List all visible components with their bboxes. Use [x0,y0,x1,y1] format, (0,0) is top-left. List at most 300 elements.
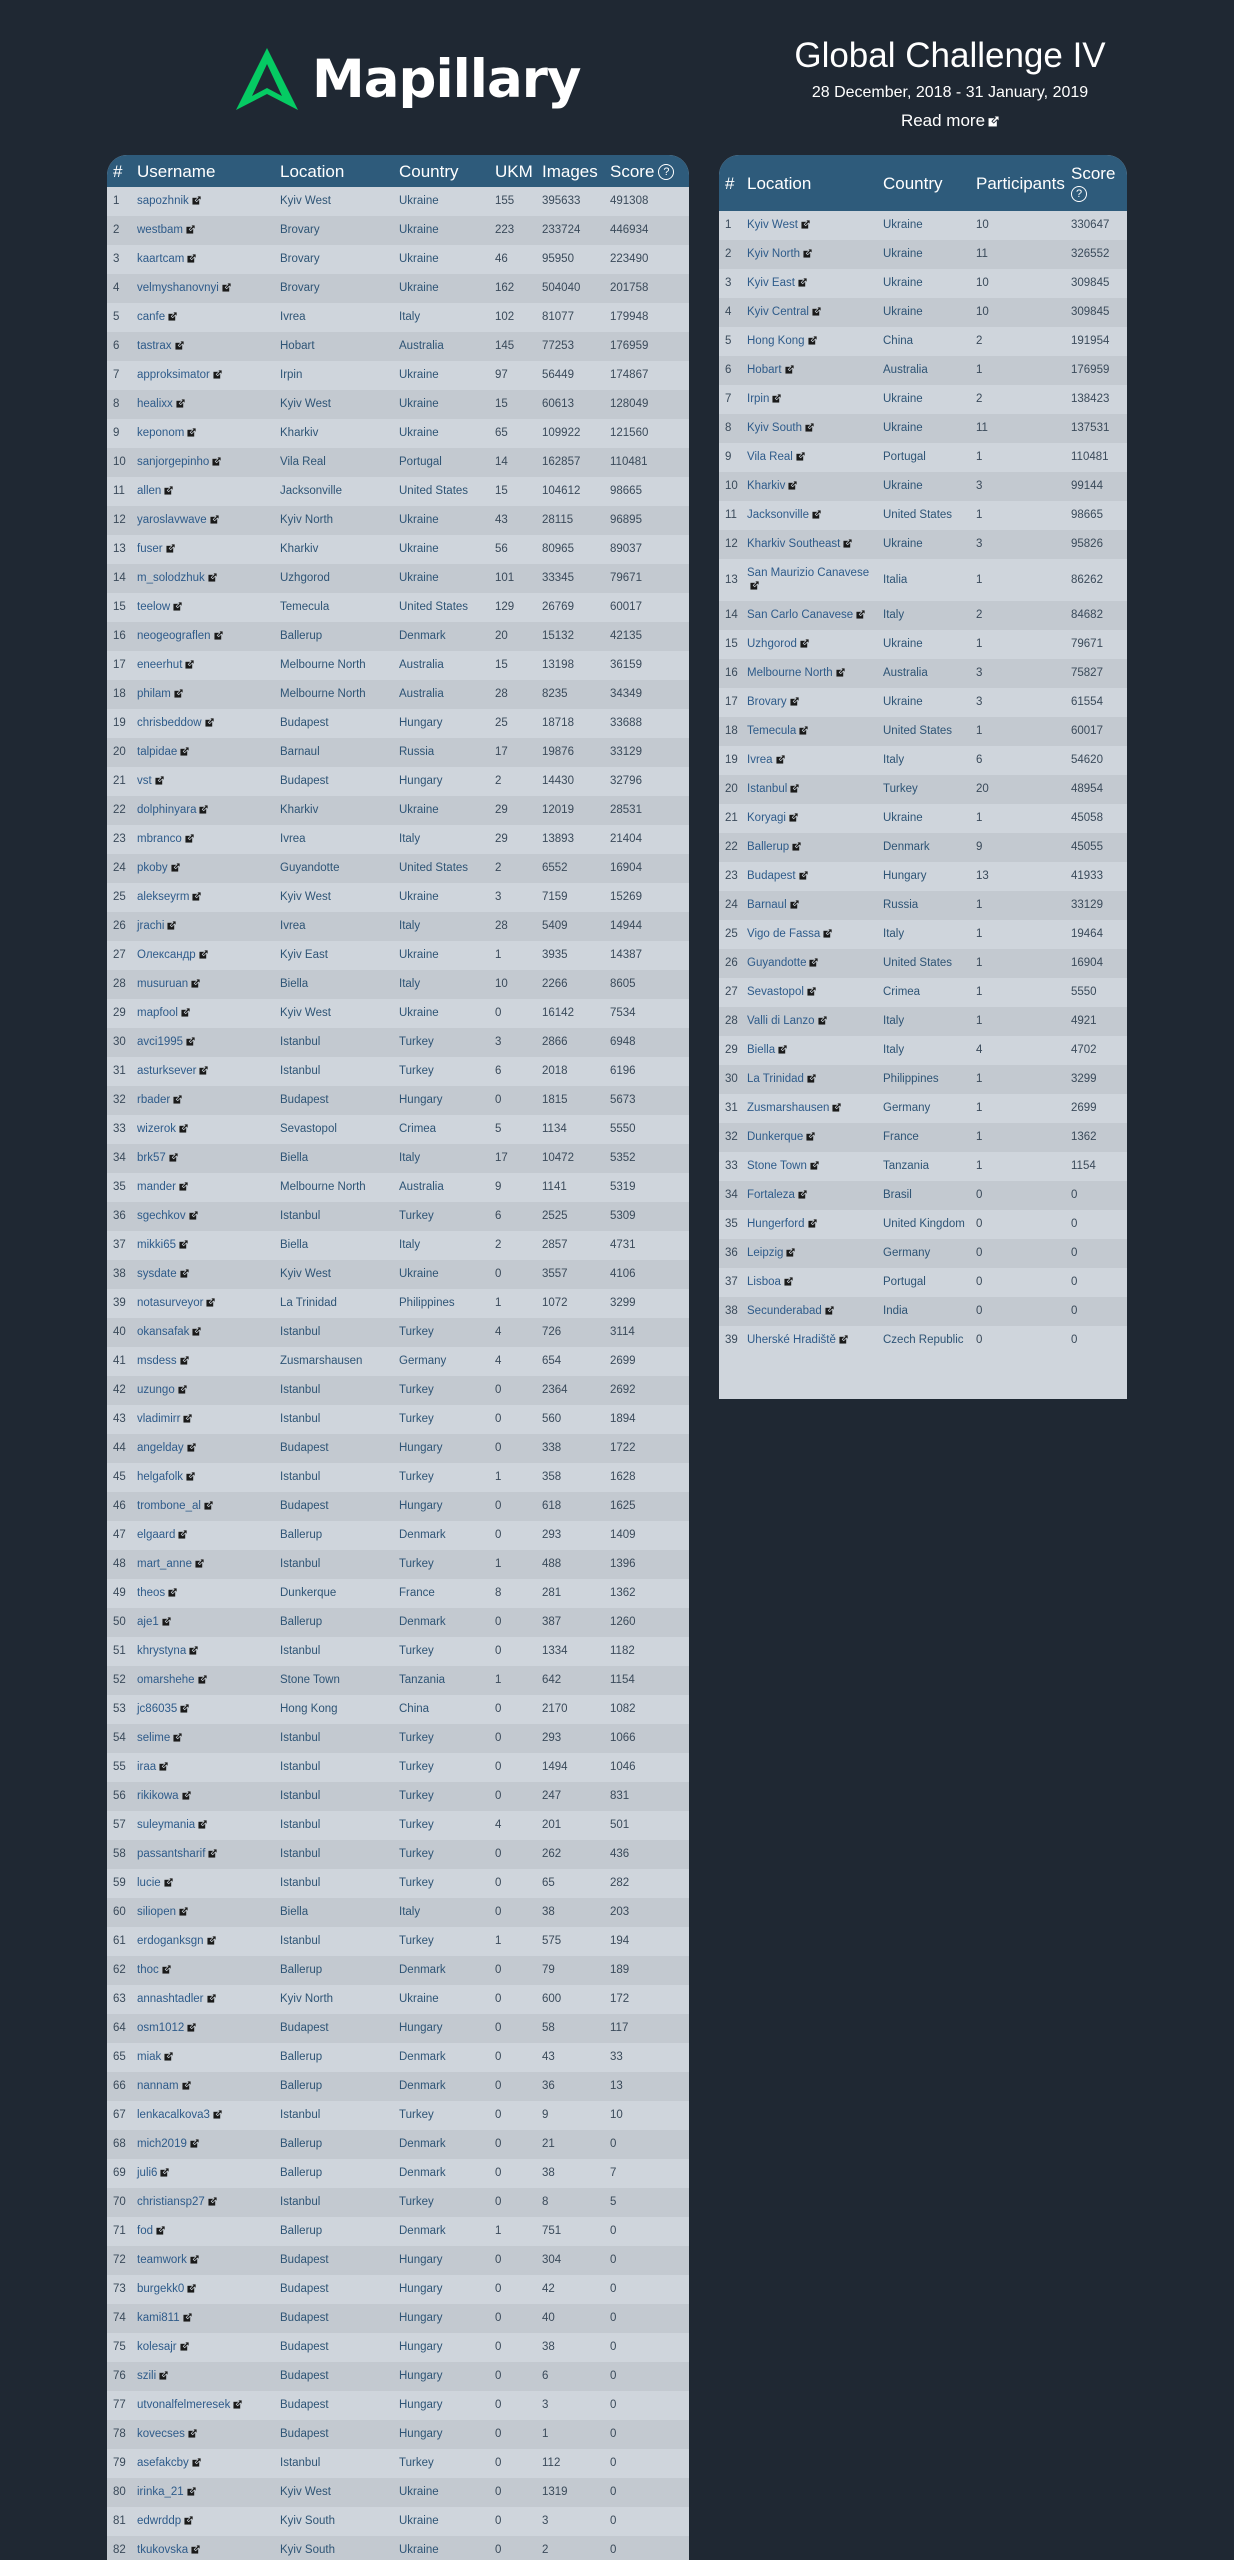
ukm-cell-text: 5 [495,1123,502,1135]
external-link-icon[interactable] [790,784,799,793]
username-link[interactable] [131,970,274,999]
external-link-icon[interactable] [213,370,222,379]
username-link[interactable] [131,1898,274,1927]
location-link[interactable] [741,601,877,630]
location-link[interactable] [741,862,877,891]
ukm-cell-text: 15 [495,485,508,497]
external-link-icon[interactable] [185,834,194,843]
external-link-icon[interactable] [187,2284,196,2293]
external-link-icon[interactable] [818,1016,827,1025]
external-link-icon[interactable] [199,1066,208,1075]
username-link[interactable] [131,187,274,216]
username-link[interactable] [131,1811,274,1840]
location-link[interactable] [741,327,877,356]
external-link-icon[interactable] [206,1298,215,1307]
location-link[interactable] [741,1181,877,1210]
location-link[interactable] [741,688,877,717]
username-link[interactable] [131,216,274,245]
external-link-icon[interactable] [199,950,208,959]
external-link-icon[interactable] [790,900,799,909]
location-link[interactable] [741,559,877,601]
score-cell-text: 8605 [610,978,636,990]
score-cell [604,2275,689,2304]
external-link-icon[interactable] [832,1103,841,1112]
rank-cell [719,501,741,530]
score-cell-text: 0 [1071,1189,1078,1201]
country-cell-text: Turkey [399,1877,434,1889]
location-link[interactable] [741,269,877,298]
external-link-icon[interactable] [173,1095,182,1104]
external-link-icon[interactable] [173,1733,182,1742]
external-link-icon[interactable] [162,1617,171,1626]
username-link[interactable] [131,2217,274,2246]
username-link[interactable] [131,1550,274,1579]
username-link[interactable] [131,2391,274,2420]
external-link-icon[interactable] [192,892,201,901]
external-link-icon[interactable] [790,697,799,706]
location-link[interactable] [741,298,877,327]
username-link[interactable] [131,419,274,448]
username-link[interactable] [131,1927,274,1956]
external-link-icon[interactable] [843,539,852,548]
location-link[interactable] [741,1094,877,1123]
external-link-icon[interactable] [182,2081,191,2090]
username-link[interactable] [131,1347,274,1376]
username-link[interactable] [131,2304,274,2333]
location-link[interactable] [741,1007,877,1036]
ukm-cell-text: 0 [495,2428,502,2440]
external-link-icon[interactable] [171,863,180,872]
score-cell [604,1695,689,1724]
username-link-text: siliopen [137,1906,176,1918]
username-link[interactable] [131,2072,274,2101]
username-link[interactable] [131,622,274,651]
username-link[interactable] [131,1260,274,1289]
username-link[interactable] [131,2507,274,2536]
rank-cell [719,833,741,862]
external-link-icon[interactable] [823,929,832,938]
username-link[interactable] [131,2159,274,2188]
username-link[interactable] [131,883,274,912]
external-link-icon[interactable] [208,1849,217,1858]
external-link-icon[interactable] [156,2226,165,2235]
external-link-icon[interactable] [187,2487,196,2496]
external-link-icon[interactable] [208,2197,217,2206]
username-link[interactable] [131,390,274,419]
username-link[interactable] [131,1028,274,1057]
images-cell [536,1521,604,1550]
external-link-icon[interactable] [205,718,214,727]
external-link-icon[interactable] [187,1443,196,1452]
external-link-icon[interactable] [179,1124,188,1133]
username-link[interactable] [131,825,274,854]
username-link[interactable] [131,1318,274,1347]
location-link[interactable] [741,1210,877,1239]
score-cell [604,2536,689,2560]
username-link[interactable] [131,506,274,535]
external-link-icon[interactable] [233,2400,242,2409]
username-link[interactable] [131,564,274,593]
external-link-icon[interactable] [778,1045,787,1054]
external-link-icon[interactable] [182,1791,191,1800]
location-link[interactable] [741,211,877,240]
location-link[interactable] [741,240,877,269]
location-link[interactable] [741,1065,877,1094]
score-cell [604,970,689,999]
username-link[interactable] [131,1521,274,1550]
username-link[interactable] [131,1057,274,1086]
location-link[interactable] [741,775,877,804]
username-link[interactable] [131,535,274,564]
location-link[interactable] [741,804,877,833]
external-link-icon[interactable] [192,196,201,205]
table-row [107,767,689,796]
external-link-icon[interactable] [799,726,808,735]
external-link-icon[interactable] [192,1327,201,1336]
external-link-icon[interactable] [186,1037,195,1046]
participants-cell-text: 2 [976,609,983,621]
score-cell [1065,1326,1127,1355]
username-link[interactable] [131,332,274,361]
username-link[interactable] [131,1840,274,1869]
username-link[interactable] [131,361,274,390]
country-cell [393,1028,489,1057]
external-link-icon[interactable] [839,1335,848,1344]
question-circle-icon[interactable]: ? [658,164,674,180]
country-cell-text: Turkey [399,1935,434,1947]
username-link[interactable] [131,2333,274,2362]
score-cell [604,1434,689,1463]
username-link[interactable] [131,1202,274,1231]
username-link[interactable] [131,1289,274,1318]
username-link[interactable] [131,2536,274,2560]
external-link-icon[interactable] [212,457,221,466]
username-link[interactable] [131,1405,274,1434]
external-link-icon[interactable] [836,668,845,677]
username-link[interactable] [131,738,274,767]
username-link[interactable] [131,2130,274,2159]
location-link[interactable] [741,356,877,385]
username-link[interactable] [131,1637,274,1666]
location-link[interactable] [741,1123,877,1152]
username-link[interactable] [131,2188,274,2217]
location-link[interactable] [741,746,877,775]
external-link-icon[interactable] [812,510,821,519]
external-link-icon[interactable] [187,2023,196,2032]
score-cell [1065,688,1127,717]
external-link-icon[interactable] [183,2313,192,2322]
location-link[interactable] [741,385,877,414]
location-link[interactable] [741,501,877,530]
score-cell-text: 1625 [610,1500,636,1512]
username-link[interactable] [131,303,274,332]
external-link-icon[interactable] [825,1306,834,1315]
username-link[interactable] [131,2478,274,2507]
external-link-icon[interactable] [166,544,175,553]
external-link-icon[interactable] [207,1936,216,1945]
external-link-icon[interactable] [180,2342,189,2351]
external-link-icon[interactable] [181,1008,190,1017]
question-circle-icon[interactable]: ? [1071,186,1087,202]
external-link-icon[interactable] [805,423,814,432]
location-link-text: Ballerup [747,841,790,853]
location-link[interactable] [741,949,877,978]
external-link-icon[interactable] [776,755,785,764]
location-link-text: Kharkiv Southeast [747,538,841,550]
external-link-icon[interactable] [807,987,816,996]
external-link-icon[interactable] [214,631,223,640]
external-link-icon[interactable] [167,921,176,930]
external-link-icon[interactable] [798,1190,807,1199]
location-cell [274,1260,393,1289]
location-link[interactable] [741,443,877,472]
mapillary-logo[interactable] [232,44,580,114]
external-link-icon[interactable] [796,452,805,461]
external-link-icon[interactable] [788,481,797,490]
location-link[interactable] [741,1326,877,1355]
external-link-icon[interactable] [164,486,173,495]
external-link-icon[interactable] [191,2545,200,2554]
external-link-icon[interactable] [190,2255,199,2264]
username-link[interactable] [131,1463,274,1492]
username-link[interactable] [131,1985,274,2014]
username-link[interactable] [131,1579,274,1608]
external-link-icon[interactable] [191,979,200,988]
external-link-icon[interactable] [176,399,185,408]
external-link-icon[interactable] [803,249,812,258]
username-link[interactable] [131,680,274,709]
username-link[interactable] [131,1608,274,1637]
external-link-icon[interactable] [179,1907,188,1916]
username-link[interactable] [131,912,274,941]
external-link-icon[interactable] [188,2429,197,2438]
username-link[interactable] [131,2275,274,2304]
external-link-icon[interactable] [856,610,865,619]
external-link-icon[interactable] [213,2110,222,2119]
username-link[interactable] [131,1666,274,1695]
external-link-icon[interactable] [175,341,184,350]
score-cell-text: 0 [610,2370,617,2382]
username-link[interactable] [131,477,274,506]
username-link[interactable] [131,1753,274,1782]
external-link-icon[interactable] [186,1472,195,1481]
location-link[interactable] [741,630,877,659]
external-link-icon[interactable] [785,365,794,374]
external-link-icon[interactable] [204,1501,213,1510]
username-link[interactable] [131,448,274,477]
username-link[interactable] [131,1115,274,1144]
external-link-icon[interactable] [199,805,208,814]
external-link-icon[interactable] [808,336,817,345]
location-link[interactable] [741,1239,877,1268]
external-link-icon[interactable] [162,1965,171,1974]
external-link-icon[interactable] [812,307,821,316]
external-link-icon[interactable] [789,813,798,822]
location-link[interactable] [741,1152,877,1181]
external-link-icon[interactable] [184,2516,193,2525]
external-link-icon[interactable] [198,1820,207,1829]
ukm-cell-text: 1 [495,1674,502,1686]
rank-cell-text: 15 [725,638,738,650]
country-cell-text: Crimea [883,986,921,998]
username-link[interactable] [131,2101,274,2130]
username-link[interactable] [131,1492,274,1521]
external-link-icon[interactable] [159,1762,168,1771]
external-link-icon[interactable] [208,573,217,582]
external-link-icon[interactable] [806,1132,815,1141]
external-link-icon[interactable] [198,1675,207,1684]
location-link[interactable] [741,659,877,688]
external-link-icon[interactable] [192,2458,201,2467]
external-link-icon[interactable] [189,1646,198,1655]
external-link-icon[interactable] [187,428,196,437]
location-link[interactable] [741,414,877,443]
location-link[interactable] [741,833,877,862]
location-link[interactable] [741,717,877,746]
username-link[interactable] [131,854,274,883]
username-link[interactable] [131,274,274,303]
username-link[interactable] [131,1869,274,1898]
score-cell [604,1840,689,1869]
external-link-icon[interactable] [792,842,801,851]
external-link-icon[interactable] [180,1704,189,1713]
rank-cell [107,2130,131,2159]
external-link-icon[interactable] [168,1588,177,1597]
score-cell-text: 3114 [610,1326,635,1338]
username-link[interactable] [131,941,274,970]
username-link[interactable] [131,999,274,1028]
location-cell [274,912,393,941]
username-link[interactable] [131,2246,274,2275]
external-link-icon[interactable] [160,2168,169,2177]
username-link[interactable] [131,2420,274,2449]
username-link[interactable] [131,709,274,738]
external-link-icon[interactable] [750,581,759,590]
external-link-icon[interactable] [222,283,231,292]
country-cell [393,2275,489,2304]
external-link-icon[interactable] [164,2052,173,2061]
external-link-icon[interactable] [801,220,810,229]
external-link-icon[interactable] [800,639,809,648]
table-row [107,796,689,825]
external-link-icon[interactable] [155,776,164,785]
ukm-cell-text: 0 [495,1500,502,1512]
location-link[interactable] [741,1036,877,1065]
location-link[interactable] [741,1268,877,1297]
username-link[interactable] [131,796,274,825]
external-link-icon[interactable] [195,1559,204,1568]
username-link[interactable] [131,1782,274,1811]
external-link-icon[interactable] [164,1878,173,1887]
table-row [107,1318,689,1347]
username-link[interactable] [131,2043,274,2072]
table-row [107,941,689,970]
username-link[interactable] [131,1231,274,1260]
external-link-icon[interactable] [180,1356,189,1365]
external-link-icon[interactable] [784,1277,793,1286]
username-link[interactable] [131,2014,274,2043]
external-link-icon[interactable] [190,2139,199,2148]
location-link[interactable] [741,1297,877,1326]
external-link-icon[interactable] [179,1182,188,1191]
external-link-icon[interactable] [178,1385,187,1394]
external-link-icon[interactable] [187,254,196,263]
username-link[interactable] [131,1724,274,1753]
username-link[interactable] [131,1144,274,1173]
images-cell [536,390,604,419]
location-link[interactable] [741,472,877,501]
external-link-icon[interactable] [180,747,189,756]
location-link[interactable] [741,920,877,949]
external-link-icon[interactable] [185,660,194,669]
external-link-icon[interactable] [798,278,807,287]
external-link-icon[interactable] [174,689,183,698]
username-link-text: khrystyna [137,1645,187,1657]
external-link-icon[interactable] [159,2371,168,2380]
external-link-icon[interactable] [179,1240,188,1249]
ukm-cell [489,738,536,767]
location-link[interactable] [741,978,877,1007]
location-cell [274,1927,393,1956]
score-cell-text: 98665 [610,485,642,497]
username-link[interactable] [131,1086,274,1115]
username-link[interactable] [131,2449,274,2478]
read-more-link[interactable] [750,109,1150,133]
username-link[interactable] [131,593,274,622]
external-link-icon[interactable] [799,871,808,880]
rank-cell-text: 25 [725,928,738,940]
ukm-cell [489,477,536,506]
external-link-icon[interactable] [809,958,818,967]
country-cell-text: Hungary [399,1500,443,1512]
username-link[interactable] [131,767,274,796]
username-link[interactable] [131,2362,274,2391]
country-cell [393,1289,489,1318]
external-link-icon[interactable] [810,1161,819,1170]
external-link-icon[interactable] [180,1269,189,1278]
score-cell-text: 99144 [1071,480,1103,492]
country-cell-text: Hungary [399,2022,443,2034]
username-link[interactable] [131,1434,274,1463]
external-link-icon[interactable] [168,312,177,321]
external-link-icon[interactable] [808,1219,817,1228]
external-link-icon[interactable] [210,515,219,524]
external-link-icon[interactable] [772,394,781,403]
rank-cell [107,1347,131,1376]
external-link-icon[interactable] [807,1074,816,1083]
external-link-icon[interactable] [186,225,195,234]
username-link[interactable] [131,1695,274,1724]
external-link-icon[interactable] [189,1211,198,1220]
external-link-icon[interactable] [183,1414,192,1423]
username-link[interactable] [131,1173,274,1202]
username-link[interactable] [131,245,274,274]
country-cell-text: Denmark [399,2138,446,2150]
external-link-icon[interactable] [173,602,182,611]
external-link-icon[interactable] [786,1248,795,1257]
username-link[interactable] [131,1376,274,1405]
score-cell-text: 96895 [610,514,642,526]
score-cell [604,1231,689,1260]
username-link[interactable] [131,1956,274,1985]
location-link[interactable] [741,891,877,920]
external-link-icon[interactable] [169,1153,178,1162]
external-link-icon[interactable] [207,1994,216,2003]
username-link[interactable] [131,651,274,680]
external-link-icon[interactable] [178,1530,187,1539]
location-link[interactable] [741,530,877,559]
rank-cell [719,978,741,1007]
